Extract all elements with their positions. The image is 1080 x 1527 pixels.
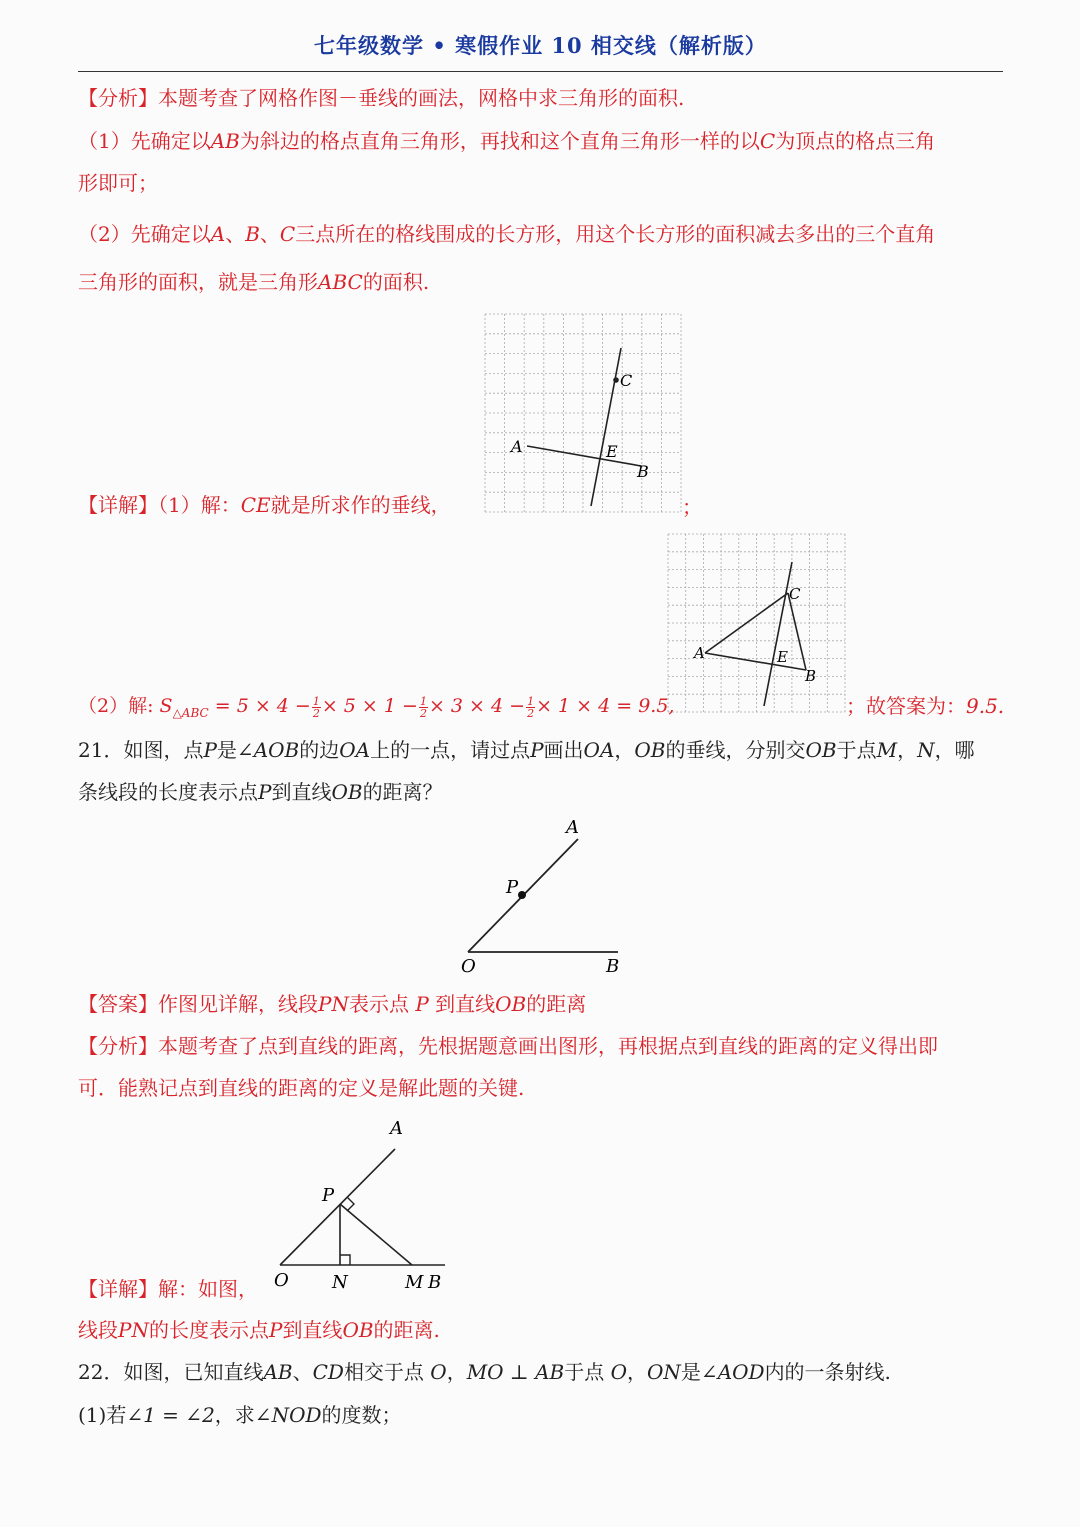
label-n: N: [332, 1272, 348, 1293]
label-a: A: [390, 1118, 403, 1139]
q20-detail1: 【详解】（1）解：CE就是所求作的垂线，: [78, 493, 451, 517]
page-header-title: 七年级数学 • 寒假作业 10 相交线（解析版）: [314, 33, 767, 58]
label-p: P: [322, 1185, 335, 1206]
q21-answer: 【答案】作图见详解，线段PN表示点 P 到直线OB的距离: [78, 992, 587, 1016]
label-b: B: [637, 462, 649, 481]
q20-analysis: 【分析】本题考查了网格作图－垂线的画法，网格中求三角形的面积.: [78, 86, 685, 110]
label-b: B: [428, 1272, 442, 1293]
q20-part2-line1: （2）先确定以A、B、C三点所在的格线围成的长方形，用这个长方形的面积减去多出的三个直角: [78, 222, 936, 246]
q22-part1: (1)若∠1 = ∠2，求∠NOD的度数；: [78, 1403, 402, 1427]
label-b: B: [606, 956, 620, 977]
q22-stem: 22．如图，已知直线AB、CD相交于点 O，MO ⊥ AB于点 O，ON是∠AOD内的一条射线.: [78, 1360, 891, 1384]
q21-solution-figure: [270, 1114, 460, 1299]
segment-pm: [340, 1204, 412, 1265]
q20-detail1-end: ；: [682, 495, 702, 519]
header-rule: [78, 71, 1003, 72]
label-e: E: [606, 442, 618, 461]
point-c: [613, 377, 619, 383]
q21-analysis-line1: 【分析】本题考查了点到直线的距离，先根据题意画出图形，再根据点到直线的距离的定义得出即: [78, 1034, 938, 1058]
q20-part2-line2: 三角形的面积，就是三角形ABC的面积.: [78, 270, 430, 294]
q21-stem-line2: 条线段的长度表示点P到直线OB的距离？: [78, 780, 443, 804]
line-ce: [764, 562, 792, 706]
label-b: B: [805, 667, 817, 685]
q20-detail2-formula: （2）解: $S_{\triangle ABC} = 5 \times 4$ − $\frac{1}{2}$ × 5 × 1 − $\frac{1}{2}$ × 3 × 4 − $\frac{1}{2}$ × 1 × 4 = 9.5,: [78, 694, 675, 720]
q20-part1-line2: 形即可；: [78, 171, 158, 195]
q20-grid-figure-1: [485, 314, 681, 512]
q21-stem-line1: 21．如图，点P是∠AOB的边OA上的一点，请过点P画出OA，OB的垂线，分别交OB于点M，N，哪: [78, 738, 975, 762]
q20-answer: ；故答案为：9.5.: [846, 694, 1005, 718]
q21-detail: 【详解】解：如图，: [78, 1277, 258, 1301]
label-a: A: [511, 437, 523, 456]
q21-angle-figure: [455, 812, 635, 982]
label-o: O: [461, 956, 476, 977]
label-p: P: [506, 877, 519, 898]
label-m: M: [405, 1272, 424, 1293]
segment-ab: [705, 653, 806, 670]
ray-oa: [280, 1149, 395, 1265]
q20-part1-line1: （1）先确定以AB为斜边的格点直角三角形，再找和这个直角三角形一样的以C为顶点的格点三角: [78, 129, 936, 153]
label-a: A: [694, 644, 705, 662]
label-e: E: [777, 648, 788, 666]
right-angle-mark-n: [340, 1255, 350, 1265]
label-c: C: [620, 371, 633, 390]
line-ce: [591, 348, 621, 506]
q21-detail-conclusion: 线段PN的长度表示点P到直线OB的距离.: [78, 1318, 440, 1342]
right-angle-mark-p: [347, 1197, 354, 1211]
label-o: O: [274, 1270, 289, 1291]
q20-grid-figure-2: [668, 534, 845, 712]
q21-analysis-line2: 可．能熟记点到直线的距离的定义是解此题的关键.: [78, 1076, 525, 1100]
point-p: [518, 891, 526, 899]
label-c: C: [789, 585, 801, 603]
label-a: A: [566, 817, 579, 838]
